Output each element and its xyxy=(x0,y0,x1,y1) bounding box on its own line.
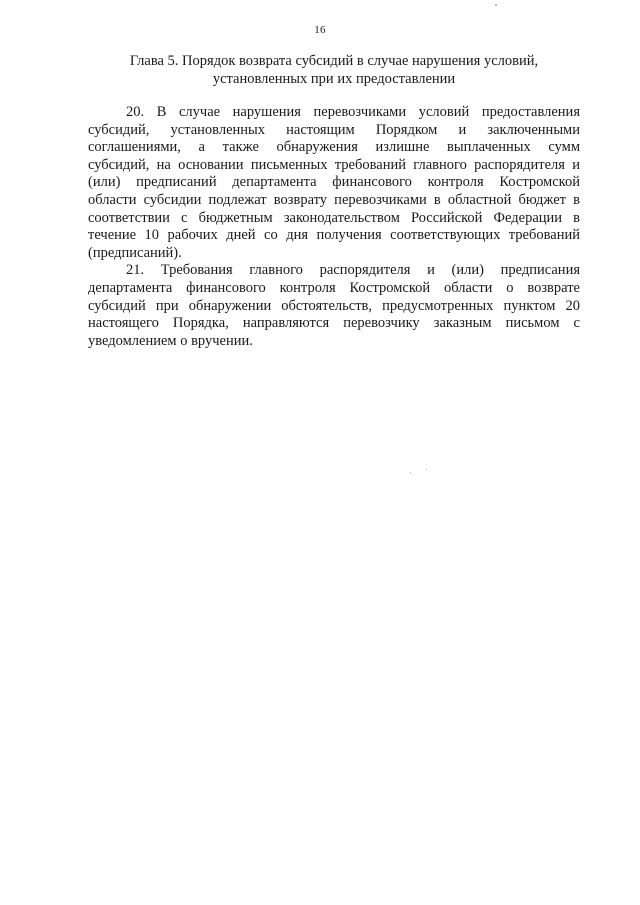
text-line: субсидий, установленных настоящим Порядком и заключенными xyxy=(88,121,580,138)
scan-speck xyxy=(410,472,411,473)
text-line: течение 10 рабочих дней со дня получения соответствующих требований xyxy=(88,227,580,244)
chapter-title-line: Глава 5. Порядок возврата субсидий в случае нарушения условий, xyxy=(129,53,539,69)
text-line: уведомлением о вручении. xyxy=(88,332,253,349)
page-number: 16 xyxy=(314,24,326,36)
text-line: соответствии с бюджетным законодательством Российской Федерации в xyxy=(88,209,580,226)
text-line: (или) предписаний департамента финансового контроля Костромской xyxy=(88,174,580,191)
text-line: 21. Требования главного распорядителя и (или) предписания xyxy=(126,262,580,279)
text-line: области субсидии подлежат возврату перевозчиками в областной бюджет в xyxy=(88,191,580,208)
scan-speck xyxy=(495,4,497,6)
text-line: соглашениями, а также обнаружения излишне выплаченных сумм xyxy=(88,139,580,156)
text-line: департамента финансового контроля Костромской области о возврате xyxy=(88,279,580,296)
paragraph-20 xyxy=(88,104,580,262)
chapter-title xyxy=(96,52,572,88)
text-line: субсидий при обнаружении обстоятельств, предусмотренных пунктом 20 xyxy=(88,297,580,314)
document-body xyxy=(88,104,580,350)
chapter-title-line: установленных при их предоставлении xyxy=(212,71,456,87)
text-line: 20. В случае нарушения перевозчиками условий предоставления xyxy=(126,104,580,120)
text-line: настоящего Порядка, направляются перевозчику заказным письмом с xyxy=(88,315,580,332)
paragraph-21 xyxy=(88,262,580,350)
text-line: субсидий, на основании письменных требований главного распорядителя и xyxy=(88,156,580,173)
text-line: (предписаний). xyxy=(88,244,182,261)
scan-speck xyxy=(426,469,427,470)
